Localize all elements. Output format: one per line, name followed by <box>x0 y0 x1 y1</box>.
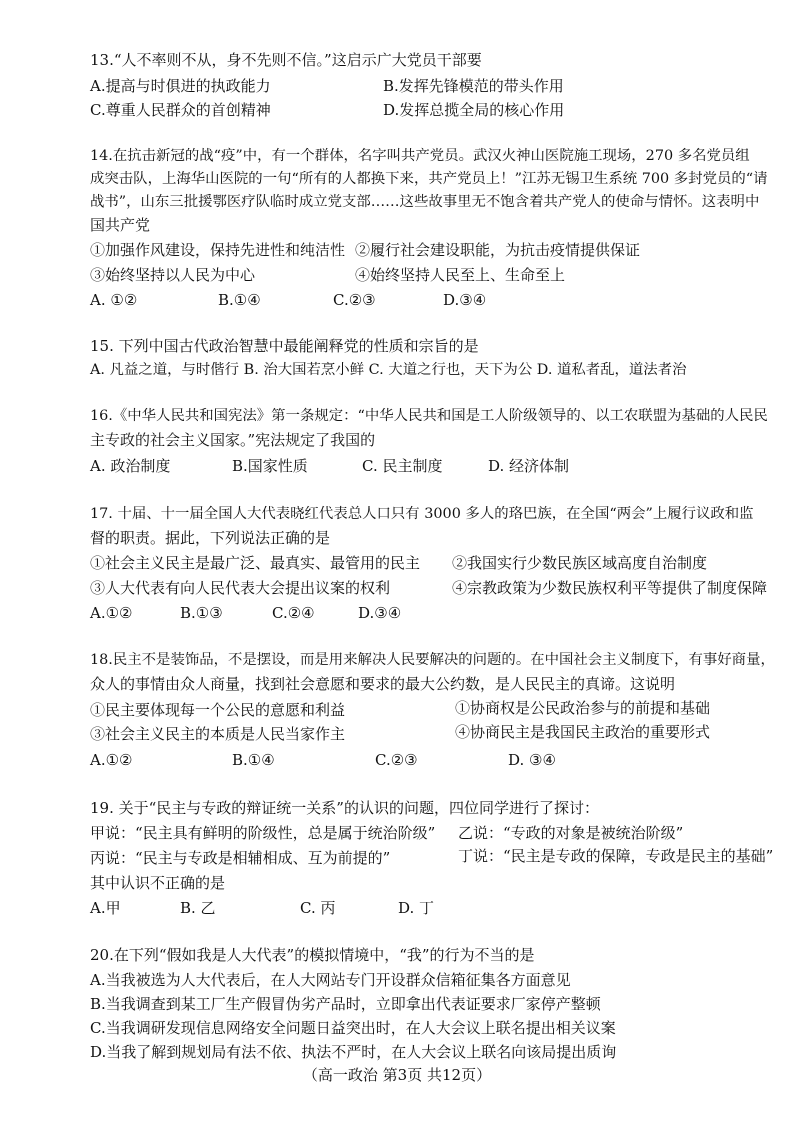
q14-statement-1: ①加强作风建设，保持先进性和纯洁性 <box>90 241 346 259</box>
q14-option-a: A. ①② <box>90 291 138 309</box>
q18-statement-2: ①协商权是公民政治参与的前提和基础 <box>455 699 711 717</box>
q18-statement-1: ①民主要体现每一个公民的意愿和利益 <box>90 701 346 719</box>
q16-stem-line-2: 主专政的社会主义国家。”宪法规定了我国的 <box>90 431 376 449</box>
q18-stem-line-1: 18.民主不是装饰品，不是摆设，而是用来解决人民要解决的问题的。在中国社会主义制度下，有事好商量， <box>90 652 775 668</box>
q19-option-c: C. 丙 <box>300 899 336 917</box>
q14-option-b: B.①④ <box>218 291 261 309</box>
q17-option-a: A.①② <box>90 604 133 622</box>
q20-option-c: C.当我调研发现信息网络安全问题日益突出时，在人大会议上联名提出相关议案 <box>90 1019 616 1037</box>
q13-option-a: A.提高与时俱进的执政能力 <box>90 77 271 95</box>
q15-options: A. 凡益之道，与时偕行 B. 治大国若烹小鲜 C. 大道之行也，天下为公 D. 道私者乱，道法者治 <box>90 362 687 378</box>
q16-stem-line-1: 16.《中华人民共和国宪法》第一条规定：“中华人民共和国是工人阶级领导的、以工农联盟为基础的人民民 <box>90 408 768 424</box>
q14-option-c: C.②③ <box>333 291 376 309</box>
q20-option-d: D.当我了解到规划局有法不依、执法不严时，在人大会议上联名向该局提出质询 <box>90 1043 617 1061</box>
q19-statement-jia: 甲说：“民主具有鲜明的阶级性，总是属于统治阶级” <box>90 824 436 842</box>
q19-statement-bing: 丙说：“民主与专政是相辅相成、互为前提的” <box>90 849 391 867</box>
q17-option-d: D.③④ <box>358 604 402 622</box>
q18-stem-line-2: 众人的事情由众人商量，找到社会意愿和要求的最大公约数，是人民民主的真谛。这说明 <box>90 675 676 693</box>
q19-tail: 其中认识不正确的是 <box>90 874 226 892</box>
q17-statement-3: ③人大代表有向人民代表大会提出议案的权利 <box>90 579 391 597</box>
q20-option-b: B.当我调查到某工厂生产假冒伪劣产品时，立即拿出代表证要求厂家停产整顿 <box>90 995 601 1013</box>
q18-option-d: D. ③④ <box>508 751 556 769</box>
q13-option-b: B.发挥先锋模范的带头作用 <box>383 77 564 95</box>
q14-statement-4: ④始终坚持人民至上、生命至上 <box>355 266 566 284</box>
q17-statement-1: ①社会主义民主是最广泛、最真实、最管用的民主 <box>90 554 421 572</box>
q16-option-d: D. 经济体制 <box>488 457 570 475</box>
q20-stem: 20.在下列“假如我是人大代表”的模拟情境中，“我”的行为不当的是 <box>90 946 535 964</box>
q13-option-c: C.尊重人民群众的首创精神 <box>90 101 271 119</box>
q14-statement-2: ②履行社会建设职能，为抗击疫情提供保证 <box>355 241 641 259</box>
q16-option-a: A. 政治制度 <box>90 457 171 475</box>
q19-statement-ding: 丁说：“民主是专政的保障，专政是民主的基础” <box>458 847 774 865</box>
q17-option-c: C.②④ <box>272 604 315 622</box>
q18-option-b: B.①④ <box>232 751 275 769</box>
q14-statement-3: ③始终坚持以人民为中心 <box>90 266 256 284</box>
q17-option-b: B.①③ <box>180 604 223 622</box>
q14-option-d: D.③④ <box>443 291 487 309</box>
q19-option-b: B. 乙 <box>180 899 216 917</box>
q20-option-a: A.当我被选为人大代表后，在人大网站专门开设群众信箱征集各方面意见 <box>90 971 571 989</box>
q19-option-d: D. 丁 <box>398 899 435 917</box>
q19-option-a: A.甲 <box>90 899 121 917</box>
q18-statement-3: ③社会主义民主的本质是人民当家作主 <box>90 725 346 743</box>
q17-statement-4: ④宗教政策为少数民族权利平等提供了制度保障 <box>452 579 768 597</box>
q13-option-d: D.发挥总揽全局的核心作用 <box>383 101 565 119</box>
q17-stem-line-1: 17. 十届、十一届全国人大代表晓红代表总人口只有 3000 多人的珞巴族，在全国“两会”上履行议政和监 <box>90 506 754 522</box>
q18-option-c: C.②③ <box>375 751 418 769</box>
q14-stem-line-4: 国共产党 <box>90 216 151 234</box>
q14-stem-line-1: 14.在抗击新冠的战“疫”中，有一个群体，名字叫共产党员。武汉火神山医院施工现场，270 多名党员组 <box>90 148 750 164</box>
q19-stem: 19. 关于“民主与专政的辩证统一关系”的认识的问题，四位同学进行了探讨： <box>90 799 599 817</box>
q14-stem-line-3: 战书”，山东三批援鄂医疗队临时成立党支部……这些故事里无不饱含着共产党人的使命与情怀。这表明中 <box>90 194 760 210</box>
q19-statement-yi: 乙说：“专政的对象是被统治阶级” <box>458 824 684 842</box>
q18-statement-4: ④协商民主是我国民主政治的重要形式 <box>455 723 711 741</box>
q16-option-b: B.国家性质 <box>232 457 308 475</box>
q18-option-a: A.①② <box>90 751 133 769</box>
q16-option-c: C. 民主制度 <box>362 457 443 475</box>
page-footer: （高一政治 第3页 共12页） <box>302 1066 492 1084</box>
q13-stem: 13.“人不率则不从，身不先则不信。”这启示广大党员干部要 <box>90 51 482 69</box>
q17-stem-line-2: 督的职责。据此，下列说法正确的是 <box>90 529 331 547</box>
q15-stem: 15. 下列中国古代政治智慧中最能阐释党的性质和宗旨的是 <box>90 337 479 355</box>
q17-statement-2: ②我国实行少数民族区域高度自治制度 <box>452 554 708 572</box>
q14-stem-line-2: 成突击队，上海华山医院的一句“所有的人都换下来，共产党员上！”江苏无锡卫生系统 700 多封党员的“请 <box>90 171 768 187</box>
